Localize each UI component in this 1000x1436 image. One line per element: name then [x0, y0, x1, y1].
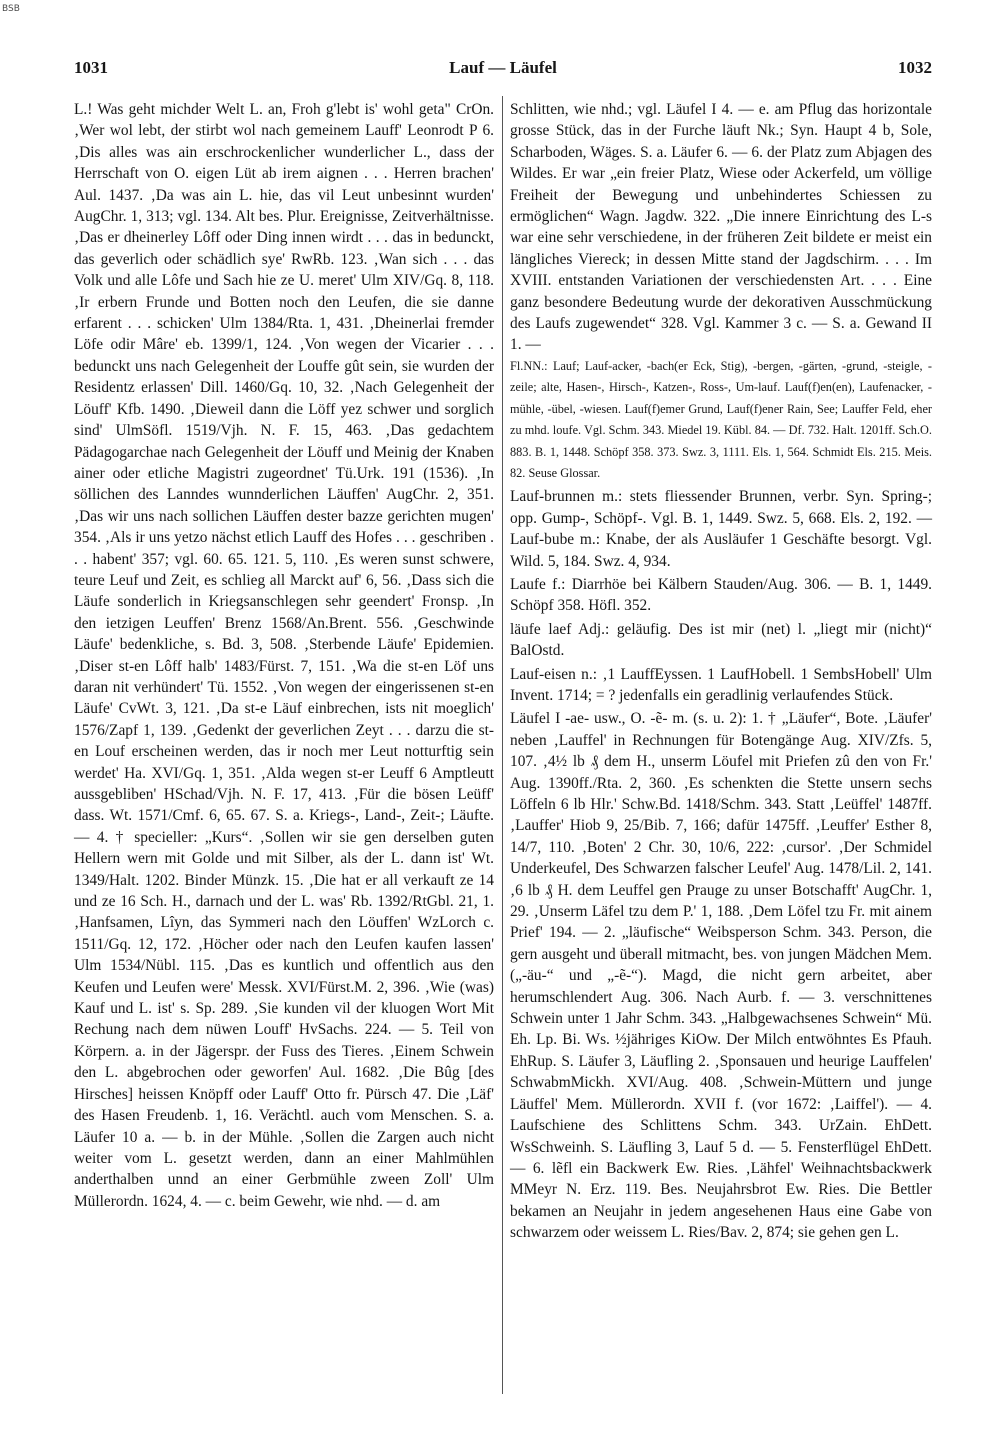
dictionary-entry: Lauf-brunnen m.: stets fliessender Brunnen, verbr. Syn. Spring-; opp. Gump-, Schöpf-. Vgl. B. 1, 1449. Swz. 5, 668. Els. 2, 192. — Lauf-bube m.: Knabe, der als Ausläufer 1 Geschäfte besorgt. Vgl. Wild. 5, 184. Swz. 4, 934.	[510, 488, 932, 570]
right-column	[510, 99, 932, 1244]
dictionary-entry: Laufe f.: Diarrhöe bei Kälbern Stauden/Aug. 306. — B. 1, 1449. Schöpf 358. Höfl. 352.	[510, 575, 932, 615]
column-divider	[502, 96, 503, 1394]
library-mark: BSB	[2, 4, 20, 14]
paragraph: Fl.NN.: Lauf; Lauf-acker, -bach(er Eck, Stig), -bergen, -gärten, -grund, -steigle, -zeile; alte, Hasen-, Hirsch-, Katzen-, Ross-, Um-lauf. Lauf(f)en(en), Laufenacker, -mühle, -übel, -wiesen. Lauf(f)emer Grund, Lauf(f)ener Rain, See; Lauffer Feld, eher zu mhd. loufe. Vgl. Schm. 343. Miedel 19. Kübl. 84. — Df. 732. Halt. 1201ff. Sch.O. 883. B. 1, 1448. Schöpf 358. 373. Swz. 3, 1111. Els. 1, 564. Schmidt Els. 215. Meis. 82. Seuse Glossar.	[510, 358, 932, 480]
page-number-right: 1032	[898, 58, 932, 77]
page-title: Lauf — Läufel	[449, 58, 557, 77]
left-column	[74, 99, 494, 1212]
paragraph: Schlitten, wie nhd.; vgl. Läufel I 4. — e. am Pflug das horizontale grosse Stück, das in der Furche läuft Nk.; Syn. Haupt 4 b, Sole, Scharboden, Wäges. S. a. Läufer 6. — 6. der Platz zum Abjagen des Wildes. Er war „ein freier Platz, Wiese oder Ackerfeld, um völlige Freiheit der Bewegung und unbehindertes Schiessen zu ermöglichen“ Wagn. Jagdw. 322. „Die innere Einrichtung des L-s war eine sehr verschiedene, in der früheren Zeit bildete er meist ein längliches Viereck; in dessen Mitte stand der Jagdschirm. . . . Im XVIII. entstanden Variationen der verschiedensten Art. . . . Eine ganz besondere Bedeutung wurde der dekorativen Ausschmückung des Laufs zugewendet“ 328. Vgl. Kammer 3 c. — S. a. Gewand II 1. —	[510, 101, 932, 354]
dictionary-entry: Lauf-eisen n.: ‚1 LauffEyssen. 1 LaufHobell. 1 SembsHobell' Ulm Invent. 1714; = ? jedenfalls ein geradlinig verlaufendes Stück.	[510, 665, 932, 704]
dictionary-entry: Läufel I -ae- usw., O. -ẽ- m. (s. u. 2): 1. † „Läufer“, Bote. ‚Läufer' neben ‚Lauffel' in Rechnungen für Botengänge Aug. XIV/Zfs. 5, 107. ‚4½ lb ₰ dem H., unserm Löufel mit Priefen zû den von Fr.' Aug. 1390ff./Rta. 2, 360. ‚Es schenkten die Stette unsern sechs Löffeln 6 lb Hlr.' Schw.Bd. 1418/Schm. 343. Statt ‚Leüffel' 1487ff. ‚Lauffer' Hiob 9, 25/Bib. 7, 166; dafür 1475ff. ‚Leuffer' Esther 8, 14/7, 110. ‚Boten' 2 Chr. 30, 10/6, 222: ‚cursor'. ‚Der Schmidel Underkeufel, Des Schwarzen falscher Leufel' Aug. 1478/Lil. 2, 141. ‚6 lb ₰ H. dem Leuffel gen Prauge zu unser Botschafft' AugChr. 1, 29. ‚Unserm Läfel tzu dem P.' 1, 188. ‚Dem Löfel tzu Fr. mit ainem Prief' 194. — 2. „läufische“ Weibsperson Schm. 343. Person, die gern ausgeht und überall mitmacht, bes. von jungen Mädchen Mem. („-äu-“ und „-ẽ-“). Magd, die nicht gern arbeitet, aber herumschlendert Aug. 306. Nach Aurb. f. — 3. verschnittenes Schwein unter 1 Jahr Schm. 343. „Halbgewachsenes Schwein“ Mü. Eh. Lp. Bi. Ws. ½jähriges KiOw. Der Milch entwöhntes Es Pfauh. EhRup. S. Läufer 3, Läufling 2. ‚Sponsauen und heurige Lauffelen' SchwabmMickh. XVI/Aug. 408. ‚Schwein-Müttern und junge Läuffel' Mem. Müllerordn. XVII f. (vor 1672: ‚Laiffel'). — 4. Laufschiene des Schlittens Schm. 343. UrZain. EhDett. WsSchweinh. S. Läufling 3, Lauf 5 d. — 5. Fensterflügel EhDett. — 6. lẽfl ein Backwerk Ew. Ries. ‚Lähfel' Weihnachtsbackwerk MMeyr N. Erz. 119. Bes. Neujahrsbrot Ew. Ries. Die Bettler bekamen an Neujahr in jedem angesehenen Haus eine Gabe von schwarzem oder weissem L. Ries/Bav. 2, 874; sie gehen gen L.	[510, 710, 932, 1242]
page-number-left: 1031	[74, 58, 108, 77]
dictionary-entry: läufe laef Adj.: geläufig. Des ist mir (net) l. „liegt mir (nicht)“ BalOstd.	[510, 620, 932, 660]
paragraph: L.! Was geht michder Welt L. an, Froh g'lebt is' wohl geta" CrOn. ‚Wer wol lebt, der stirbt wol nach gemeinem Lauff' Leonrodt P 6. ‚Dis alles was ain erschrockenlicher wunderlicher L., dass der Herrschaft von O. eigen Lüt ab irem aignen . . . Herren brachen' Aul. 1437. ‚Da was ain L. hie, das vil Leut unbesinnt wurden' AugChr. 1, 313; vgl. 134. Alt bes. Plur. Ereignisse, Zeitverhältnisse. ‚Das er dheinerley Lôff oder Ding innen wirdt . . . das in bedunckt, das geverlich oder schädlich sye' RwRb. 123. ‚Wan sich . . . das Volk und alle Lôfe und Sach hie ze U. meret' Ulm XIV/Gq. 8, 118. ‚Ir erbern Frunde und Botten noch den Leufen, die sie danne erfarent . . . schicken' Ulm 1384/Rta. 1, 431. ‚Dheinerlai fremder Löfe odir Mâre' eb. 1399/1, 124. ‚Von wegen der Vicarier . . . bedunckt uns nach Gelegenheit der Louffe gût sein, sie wurden der Residentz erlassen' Dill. 1460/Gq. 10, 32. ‚Nach Gelegenheit der Löuff' Kfb. 1490. ‚Dieweil dann die Löff yez schwer und sorglich sind' UlmSöfl. 1519/Vjh. N. F. 15, 463. ‚Das gedachtem Pädagogarchae nach Gelegenheit der Löuff und Meinig der Knaben ainer oder etliche Magistri zugeordnet' Tü.Urk. 191 (1536). ‚In söllichen des Lanndes wunnderlichen Läuffen' AugChr. 2, 351. ‚Das wir uns nach sollichen Läuffen dester bazze gerichten mugen' 354. ‚Als ir uns yetzo nächst etlich Lauff des Hofes . . . geschriben . . . habent' 357; vgl. 60. 65. 121. 5, 110. ‚Es weren sunst schwere, teure Leuf und Zeit, es schlieg all Marckt auf' 6, 56. ‚Dass sich die Läufe sonderlich in Kriegsanschlegen sehr geendert' Fronsp. ‚In den ietzigen Leuffen' Brenz 1568/An.Brent. 556. ‚Geschwinde Läufe' bedenkliche, s. Bd. 3, 508. ‚Sterbende Läufe' Epidemien. ‚Diser st-en Lôff halb' 1483/Fürst. 7, 151. ‚Wa die st-en Löf uns daran nit verhündert' Tü. 1552. ‚Von wegen der eingerissenen st-en Läufe' CvWt. 3, 121. ‚Da st-e Läuf einbrechen, ists nit moeglich' 1576/Zapf 1, 139. ‚Gedenkt der geverlichen Zeyt . . . darzu die st-en Louf erscheinen werden, das ir noch mer Leut notturftig sein werdet' Ha. XVI/Gq. 1, 351. ‚Alda wegen st-er Leuff 6 Amptleutt aussgebliben' HSchad/Vjh. N. F. 17, 413. ‚Für die bösen Leüff' dass. Wt. 1571/Cmf. 6, 65. 67. S. a. Kriegs-, Land-, Zeit-; Läufte. — 4. † specieller: „Kurs“. ‚Sollen wir sie gen derselben guten Hellern wern mit Golde und mit Silber, als der L. dann ist' Wt. 1349/Halt. 1202. Binder Münzk. 15. ‚Die hat er all verkauft ze 14 und ze 16 Sch. H., darnach und der L. was' Rb. 1392/RtGbl. 21, 1. ‚Hanfsamen, Lîyn, das Symmeri nach den Löuffen' WzLorch c. 1511/Gq. 12, 172. ‚Höcher oder nach den Leufen kaufen lassen' Ulm 1534/Nübl. 115. ‚Das es kuntlich und offentlich aus den Keufen und Leufen were' Messk. XVI/Fürst.M. 2, 396. ‚Wie (was) Kauf und L. ist' s. Sp. 289. ‚Sie kunden vil der kluogen Wort Mit Rechung nach dem nüwen Louff' HvSachs. 224. — 5. Teil von Körpern. a. in der Jägerspr. der Fuss des Tieres. ‚Einem Schwein den L. abgebrochen oder geworfen' Aul. 1682. ‚Die Bûg [des Hirsches] heissen Knöpff oder Lauff' Otto fr. Pürsch 47. Die ‚Läf' des Hasen Freudenb. 1, 16. Verächtl. auch vom Menschen. S. a. Läufer 10 a. — b. in der Mühle. ‚Sollen die Zargen auch nicht weiter vom L. gesetzt werden, dann an einer Mahlmühlen anderthalben unnd an einer Gerbmühle zween Zoll' Ulm Müllerordn. 1624, 4. — c. beim Gewehr, wie nhd. — d. am	[74, 101, 494, 1210]
page-header	[74, 58, 932, 82]
